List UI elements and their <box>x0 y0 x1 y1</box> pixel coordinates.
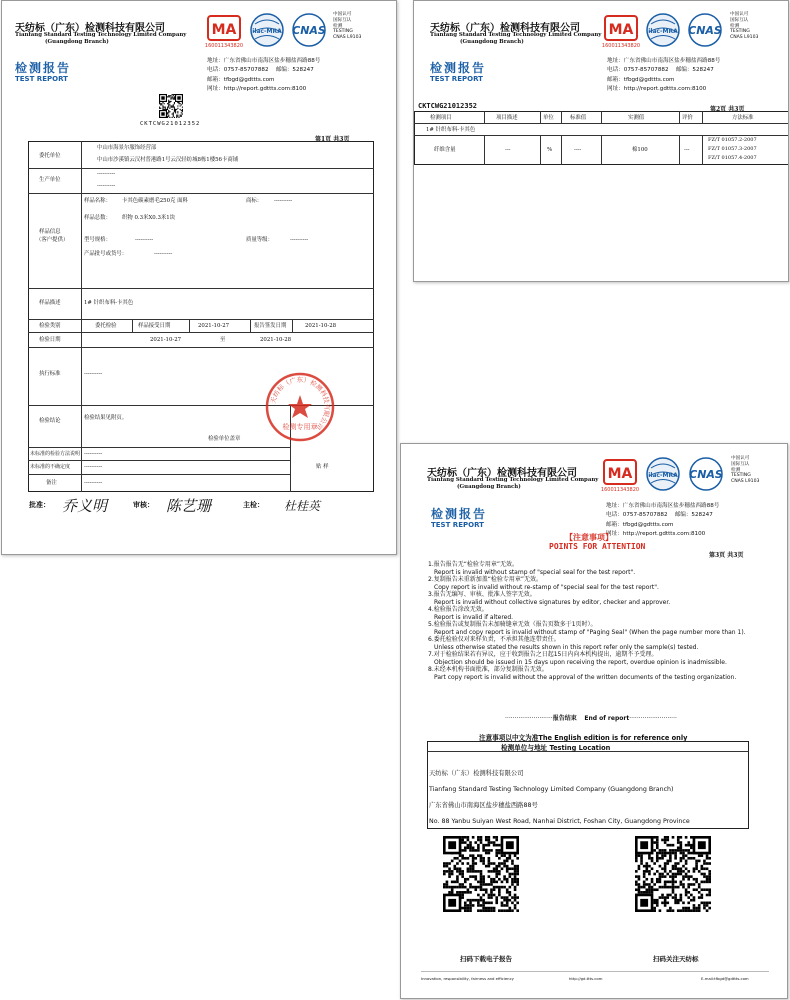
producer-value-2: ---------- <box>97 183 116 189</box>
result-method-3: FZ/T 01057.4-2007 <box>708 155 757 161</box>
email: 邮箱：tfbgd@gdttts.com <box>607 76 675 83</box>
attention-note: 3.报告无编写、审核、批准人签字无效。 <box>428 591 536 598</box>
cnas-caption: 中国认可 国际互认 检测 TESTING CNAS L9103 <box>731 456 760 485</box>
attention-notes-list <box>428 561 746 681</box>
ilac-mra-logo <box>645 456 681 496</box>
phone-line: 电话：0757-85707882 邮编：528247 <box>207 67 314 74</box>
sample-attach-text: 贴 样 <box>316 464 329 470</box>
issued-label: 报告签发日期 <box>254 323 287 329</box>
company-branch-en: (Guangdong Branch) <box>45 39 109 45</box>
result-unit: % <box>547 147 553 153</box>
company-name-en: Tianfang Standard Testing Technology Limited Company <box>15 32 187 38</box>
reviewer-label: 审核： <box>133 500 154 509</box>
client-name: 中山市海景尔服饰经营部 <box>97 145 157 151</box>
phone-line: 电话：0757-85707882 邮编：528247 <box>607 67 714 74</box>
attention-note: 6.委托检验仅对来样负责，不承担其他连带责任。 <box>428 636 560 643</box>
address-block <box>207 57 320 95</box>
email: 邮箱：tfbgd@gdttts.com <box>606 521 674 528</box>
footer-website: http://gd.ttts.com <box>569 976 603 981</box>
attention-note: Part copy report is invalid without the approval of the written documents of the testing organization. <box>434 673 737 681</box>
attention-note: Report is invalid without collective signatures by editor, checker and approver. <box>434 598 671 606</box>
svg-text:MA: MA <box>607 466 633 482</box>
grade-value: ---------- <box>290 237 309 243</box>
approver-label: 批准： <box>29 500 50 509</box>
location-address-cn: 广东省佛山市南海区盐步穗盐西路88号 <box>429 802 538 809</box>
test-date-label: 检验日期 <box>39 337 61 343</box>
result-std: ---- <box>574 147 582 153</box>
footer-email: E-mail:tfbgd@gdttts.com <box>701 976 749 981</box>
cnas-logo <box>685 456 727 496</box>
svg-text:CNAS: CNAS <box>688 24 722 37</box>
report-title-en: TEST REPORT <box>15 75 68 83</box>
result-item: 纤维含量 <box>434 147 456 153</box>
website: 网址：http://report.gdttts.com:8100 <box>607 86 707 93</box>
category-label: 检验类别 <box>39 323 61 329</box>
svg-text:ilac-MRA: ilac-MRA <box>648 472 678 479</box>
attention-title-cn: 【注意事项】 <box>565 533 613 542</box>
attention-note: 7.对于检验结果若有异议，应于收到报告之日起15日内向本机构提出，逾期不予受理。 <box>428 651 658 658</box>
page-number: 第2页 共3页 <box>710 106 745 113</box>
location-company-cn: 天纺标（广东）检测科技有限公司 <box>429 770 524 777</box>
address: 地址：广东省佛山市南海区盐步穗盐西路88号 <box>606 503 720 509</box>
company-branch-en: (Guangdong Branch) <box>460 39 524 45</box>
attention-note: Report is invalid if altered. <box>434 613 514 621</box>
standard-value: ---------- <box>84 371 103 377</box>
received-label: 样品接受日期 <box>138 323 171 329</box>
end-of-report: ·························报告结束 End of report························· <box>505 715 677 722</box>
page-number: 第1页 共3页 <box>315 136 350 143</box>
attention-note: Report and copy report is invalid without stamp of "Paging Seal" (When the page number more than 1). <box>434 628 746 636</box>
location-title: 检测单位与地址 Testing Location <box>501 744 611 752</box>
cnas-caption: 中国认可 国际互认 检测 TESTING CNAS L9103 <box>333 12 362 41</box>
svg-text:MA: MA <box>211 22 237 38</box>
nonconf-label: 未标准的不确定度 <box>30 464 71 470</box>
sample-info-sublabel: （客户提供） <box>36 237 69 243</box>
conclusion-label: 检验结论 <box>39 418 61 424</box>
sample-row: 1# 针织布料-卡其色 <box>426 127 476 133</box>
desc-value: 1# 针织布料-卡其色 <box>84 300 134 306</box>
svg-text:160011343820: 160011343820 <box>600 487 640 493</box>
test-date-to-label: 至 <box>220 337 226 343</box>
desc-label: 样品描述 <box>39 300 61 306</box>
editor-label: 主检： <box>243 500 264 509</box>
attention-note: 2.复制报告未重新加盖“检验专用章”无效。 <box>428 576 542 583</box>
sample-qty: 织物 0.3米X0.3米1块 <box>122 215 176 221</box>
test-date-from: 2021-10-27 <box>150 337 182 343</box>
col-header-desc: 项目描述 <box>496 115 518 121</box>
cnas-logo <box>288 12 330 52</box>
producer-label: 生产单位 <box>39 177 61 183</box>
sample-name: 卡其色碳素磨毛250克 面料 <box>122 198 188 204</box>
sample-name-label: 样品名称： <box>84 198 111 204</box>
report-page-3 <box>400 443 788 999</box>
method-value: ---------- <box>84 451 103 457</box>
attention-note: 8.未经本机构书面批准，部分复制报告无效。 <box>428 666 548 673</box>
issued-value: 2021-10-28 <box>305 323 337 329</box>
result-method-1: FZ/T 01057.2-2007 <box>708 137 757 143</box>
svg-text:ilac-MRA: ilac-MRA <box>252 28 282 35</box>
category-value: 委托检验 <box>95 323 117 329</box>
report-title-en: TEST REPORT <box>430 75 483 83</box>
ma-logo <box>601 15 641 53</box>
report-title-cn: 检测报告 <box>431 507 488 521</box>
test-date-to: 2021-10-28 <box>260 337 292 343</box>
producer-value: ---------- <box>97 171 116 177</box>
result-desc: --- <box>505 147 511 153</box>
page-number: 第3页 共3页 <box>709 552 744 559</box>
location-lines <box>429 766 690 830</box>
company-name-cn: 天纺标（广东）检测科技有限公司 <box>430 23 580 34</box>
conclusion-value: 检验结果见附页。 <box>84 415 128 421</box>
grade-label: 质量等级： <box>246 237 273 243</box>
language-notice: 注意事项以中文为准The English edition is for reference only <box>479 734 688 742</box>
reviewer-signature: 陈艺珊 <box>166 497 212 515</box>
qr-right-label: 扫码关注天纺标 <box>653 955 699 963</box>
batch-label: 产品批号或货号： <box>84 251 128 257</box>
seal-label: 检验单位盖章 <box>208 436 241 442</box>
attention-note: Copy report is invalid without re-stamp of "special seal for the test report". <box>434 583 659 591</box>
method-label: 未标准的检验方法说明 <box>30 451 81 457</box>
website: 网址：http://report.gdttts.com:8100 <box>606 531 706 538</box>
col-header-value: 实测值 <box>628 115 645 121</box>
company-name-en: Tianfang Standard Testing Technology Limited Company <box>430 32 602 38</box>
sample-info-label: 样品信息 <box>39 229 61 235</box>
report-title-cn: 检测报告 <box>15 61 72 75</box>
result-method-2: FZ/T 01057.3-2007 <box>708 146 757 152</box>
editor-signature: 杜桂英 <box>284 499 321 513</box>
address-block <box>606 502 719 540</box>
company-name-cn: 天纺标（广东）检测科技有限公司 <box>15 23 165 34</box>
footer-slogan: Innovation, responsibility, fairness and efficiency <box>421 976 514 981</box>
svg-text:160011343820: 160011343820 <box>204 43 244 49</box>
client-label: 委托单位 <box>39 153 61 159</box>
location-company-en: Tianfang Standard Testing Technology Limited Company (Guangdong Branch) <box>429 786 674 793</box>
qr-left-label: 扫码下载电子报告 <box>460 955 512 963</box>
remark-label: 备注 <box>46 480 57 486</box>
svg-text:ilac-MRA: ilac-MRA <box>648 28 678 35</box>
report-number: CKTCWG21012352 <box>418 102 478 110</box>
ma-logo <box>600 459 640 497</box>
company-branch-en: (Guangdong Branch) <box>457 484 521 490</box>
cnas-logo <box>684 12 726 52</box>
company-name-cn: 天纺标（广东）检测科技有限公司 <box>427 468 577 479</box>
sample-qty-label: 样品总数： <box>84 215 111 221</box>
remark-value: ---------- <box>84 480 103 486</box>
svg-text:CNAS: CNAS <box>689 468 723 481</box>
email: 邮箱：tfbgd@gdttts.com <box>207 76 275 83</box>
report-number-small: CKTCWG21012352 <box>140 121 201 127</box>
trademark-value: ---------- <box>274 198 293 204</box>
col-header-method: 方法标准 <box>732 115 754 121</box>
col-header-unit: 单位 <box>543 115 554 121</box>
result-value: 棉100 <box>632 147 648 153</box>
attention-note: 1.报告报告无“检验专用章”无效。 <box>428 561 518 568</box>
trademark-label: 商标： <box>246 198 263 204</box>
address: 地址：广东省佛山市南海区盐步穗盐西路88号 <box>207 58 321 64</box>
svg-text:天纺标（广东）检测科技有限公司: 天纺标（广东）检测科技有限公司 <box>269 375 332 432</box>
col-header-std: 标准值 <box>570 115 587 121</box>
standard-label: 执行标准 <box>39 371 61 377</box>
address: 地址：广东省佛山市南海区盐步穗盐西路88号 <box>607 58 721 64</box>
phone-line: 电话：0757-85707882 邮编：528247 <box>606 512 713 519</box>
attention-note: 4.检验报告涂改无效。 <box>428 606 488 613</box>
model-label: 型号规格： <box>84 237 111 243</box>
ma-logo <box>204 15 244 53</box>
report-page-1 <box>1 0 397 555</box>
client-address: 中山市沙溪镇云汉村普港路1号云汉轻纺城8栋1楼56卡商铺 <box>97 157 239 163</box>
report-title-cn: 检测报告 <box>430 61 487 75</box>
qr-code-report <box>159 94 189 122</box>
company-name-en: Tianfang Standard Testing Technology Limited Company <box>427 477 599 483</box>
report-page-2 <box>413 0 789 282</box>
col-header-eval: 评价 <box>682 115 693 121</box>
location-address-en: No. 88 Yanbu Suiyan West Road, Nanhai District, Foshan City, Guangdong Province <box>429 818 690 825</box>
svg-text:160011343820: 160011343820 <box>601 43 641 49</box>
approver-signature: 乔义明 <box>62 497 108 515</box>
model-value: ---------- <box>135 237 154 243</box>
qr-code-download-report <box>443 836 519 916</box>
nonconf-value: ---------- <box>84 464 103 470</box>
result-eval: --- <box>684 147 690 153</box>
cnas-caption: 中国认可 国际互认 检测 TESTING CNAS L9103 <box>730 12 759 41</box>
attention-note: 5.检验报告或复制报告未加骑缝章无效（报告页数多于1页时）。 <box>428 621 597 628</box>
svg-text:检测专用章: 检测专用章 <box>282 423 318 431</box>
website: 网址：http://report.gdttts.com:8100 <box>207 86 307 93</box>
ilac-mra-logo <box>249 12 285 52</box>
attention-note: Unless otherwise stated the results shown in this report refer only the sample(s) tested. <box>434 643 699 651</box>
svg-text:MA: MA <box>608 22 634 38</box>
qr-code-follow <box>635 836 711 916</box>
test-seal-stamp <box>264 371 336 447</box>
attention-title-en: POINTS FOR ATTENTION <box>549 542 646 551</box>
address-block <box>607 57 720 95</box>
report-title-en: TEST REPORT <box>431 521 484 529</box>
col-header-item: 检测项目 <box>430 115 452 121</box>
batch-value: ---------- <box>154 251 173 257</box>
ilac-mra-logo <box>645 12 681 52</box>
received-value: 2021-10-27 <box>198 323 230 329</box>
svg-text:CNAS: CNAS <box>292 24 326 37</box>
attention-note: Report is invalid without stamp of "special seal for the test report". <box>434 568 636 576</box>
attention-note: Objection should be issued in 15 days upon receiving the report, overdue opinion is inadmissible. <box>434 658 727 666</box>
